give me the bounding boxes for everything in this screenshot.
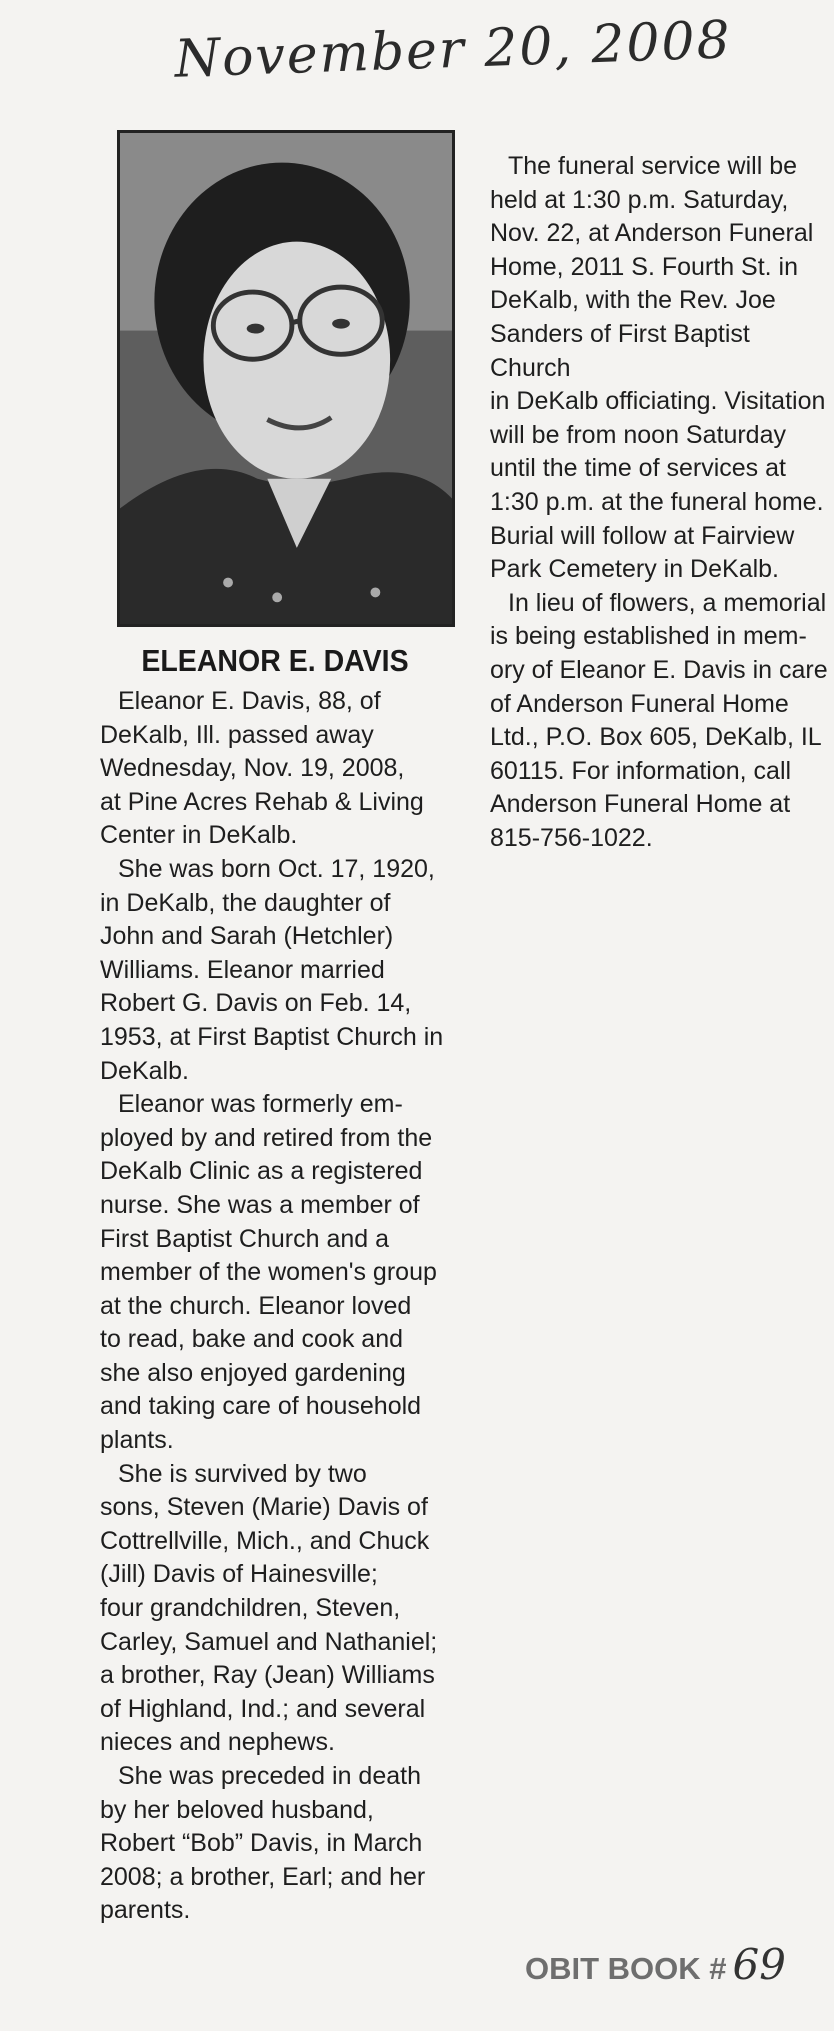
handwritten-date-note: November 20, 2008 xyxy=(173,10,733,90)
right-column xyxy=(490,150,834,855)
paragraph: She is survived by two sons, Steven (Marie) Davis of Cottrellville, Mich., and Chuck (Jill) Davis of Hainesville; four grandchildren, Steven, Carley, Samuel and Nathaniel; a brother, Ray (Jean) Williams of Highland, Ind.; and several nieces and nephews. xyxy=(100,1459,438,1757)
obit-book-label xyxy=(525,1940,825,1989)
paragraph: Eleanor E. Davis, 88, of DeKalb, Ill. passed away Wednesday, Nov. 19, 2008, at Pine Acres Rehab & Living Center in DeKalb. xyxy=(100,687,424,850)
paragraph: She was preceded in death by her beloved husband, Robert “Bob” Davis, in March 2008; a brother, Earl; and her parents. xyxy=(100,1762,426,1925)
paragraph: The funeral service will be held at 1:30 p.m. Saturday, Nov. 22, at Anderson Funeral Home, 2011 S. Fourth St. in DeKalb, with the Rev. Joe Sanders of First Baptist Church in DeKalb officiating. Visitation will be from noon Saturday until the time of services at 1:30 p.m. at the funeral home. Burial will follow at Fairview Park Cemetery in DeKalb. xyxy=(490,152,826,584)
obituary-headline: ELEANOR E. DAVIS xyxy=(141,643,409,678)
portrait-photo xyxy=(117,130,455,627)
paragraph: In lieu of flowers, a memorial is being established in mem- ory of Eleanor E. Davis in care of Anderson Funeral Home Ltd., P.O. Box 605, DeKalb, IL 60115. For information, call Anderson Funeral Home at 815-756-1022. xyxy=(490,588,828,852)
paragraph: Eleanor was formerly em- ployed by and retired from the DeKalb Clinic as a registered nurse. She was a member of First Baptist Church and a member of the women's group at the church. Eleanor loved to read, bake and cook and she also enjoyed gardening and taking care of household plants. xyxy=(100,1090,437,1455)
left-column xyxy=(100,685,450,1928)
obit-book-number: 69 xyxy=(732,1940,786,1989)
paragraph: She was born Oct. 17, 1920, in DeKalb, the daughter of John and Sarah (Hetchler) Williams. Eleanor married Robert G. Davis on Feb. 14, 1953, at First Baptist Church in DeKalb. xyxy=(100,854,444,1085)
obit-book-text: OBIT BOOK # xyxy=(525,1951,727,1986)
